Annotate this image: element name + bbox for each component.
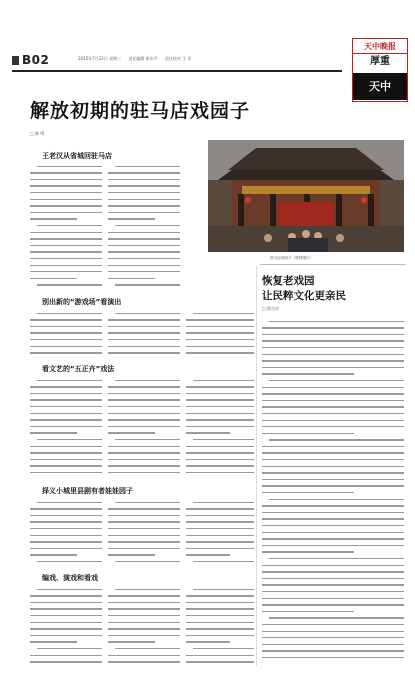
text-line [30,436,102,443]
text-line [30,626,102,633]
text-line [108,632,180,639]
text-line [30,397,102,404]
text-line [30,456,102,463]
text-line [262,529,404,536]
text-block-col1-a [30,163,102,288]
text-line [108,436,180,443]
text-line [108,275,180,282]
page-label: B02 [22,53,50,67]
text-line [108,652,180,659]
subhead-3: 看文艺的“五正卉”戏法 [42,365,115,373]
text-line [108,262,180,269]
text-line [30,209,102,216]
text-line [262,377,404,384]
subhead-2: 别出新的“游戏场”看演出 [42,298,122,306]
text-line [262,344,404,351]
text-line [262,410,404,417]
text-line [108,525,180,532]
text-line [30,593,102,600]
text-line [30,242,102,249]
text-line [108,469,180,476]
article-photo [208,140,404,252]
text-line [30,236,102,243]
text-block-col3-d [186,499,254,565]
text-line [262,509,404,516]
text-line [262,456,404,463]
text-line [30,506,102,513]
header-rule [12,70,342,72]
text-line [186,436,254,443]
text-line [186,512,254,519]
text-line [262,371,404,378]
text-line [262,555,404,562]
text-line [186,632,254,639]
text-line [30,216,102,223]
text-line [30,499,102,506]
text-line [30,545,102,552]
text-line [108,499,180,506]
text-line [186,403,254,410]
text-line [186,606,254,613]
text-line [262,635,404,642]
text-line [30,632,102,639]
text-line [30,659,102,666]
text-line [30,330,102,337]
text-line [186,384,254,391]
text-line [30,269,102,276]
text-line [30,450,102,457]
text-line [108,558,180,565]
text-line [186,350,254,357]
text-line [262,536,404,543]
text-line [108,229,180,236]
text-line [262,628,404,635]
text-line [30,343,102,350]
text-line [108,397,180,404]
text-line [262,489,404,496]
text-line [108,626,180,633]
sidebar-text-block [262,318,404,661]
text-line [108,645,180,652]
text-line [30,317,102,324]
sidebar-title [262,274,346,304]
text-line [108,586,180,593]
text-line [30,532,102,539]
text-line [186,397,254,404]
text-line [30,645,102,652]
text-line [186,336,254,343]
text-line [262,325,404,332]
section-banner: 天中 [353,73,407,100]
text-line [30,469,102,476]
text-line [30,652,102,659]
text-line [262,384,404,391]
text-line [30,183,102,190]
text-line [108,593,180,600]
sidebar-byline: □ 薛吉庆 [262,306,280,311]
text-line [108,330,180,337]
text-line [186,410,254,417]
text-line [262,575,404,582]
text-line [262,483,404,490]
text-line [108,216,180,223]
header-editor: 责任编辑 崔庆平 [128,56,158,61]
text-line [186,645,254,652]
text-line [186,456,254,463]
brand-logo-text: 天中晚报 [353,39,407,54]
text-line [186,552,254,559]
text-line [30,639,102,646]
text-line [186,558,254,565]
text-line [30,282,102,289]
text-line [262,443,404,450]
text-line [30,249,102,256]
text-line [186,593,254,600]
text-line [262,582,404,589]
text-line [108,269,180,276]
text-block-col2-d [108,499,180,565]
text-line [30,606,102,613]
text-line [108,443,180,450]
text-line [30,170,102,177]
text-line [186,463,254,470]
text-line [262,569,404,576]
text-line [262,338,404,345]
header-proofreader: 责任校对 王 亚 [164,56,192,61]
text-line [108,519,180,526]
text-line [262,522,404,529]
text-line [108,417,180,424]
text-block-col2-a [108,163,180,288]
text-line [262,602,404,609]
text-line [186,545,254,552]
text-line [30,619,102,626]
text-line [108,350,180,357]
text-line [186,539,254,546]
text-line [262,516,404,523]
text-line [262,654,404,661]
text-line [186,330,254,337]
text-line [186,586,254,593]
text-line [262,549,404,556]
text-line [108,317,180,324]
text-line [30,189,102,196]
text-block-col1-d [30,499,102,565]
subhead-4: 择义小城里县剧有者娃娃园子 [42,487,133,495]
text-line [262,641,404,648]
text-line [262,397,404,404]
text-line [186,499,254,506]
text-line [30,255,102,262]
text-line [262,351,404,358]
text-line [30,350,102,357]
text-line [108,430,180,437]
text-line [108,189,180,196]
text-line [262,476,404,483]
text-line [108,410,180,417]
text-line [186,443,254,450]
text-line [186,310,254,317]
text-line [262,318,404,325]
text-line [262,430,404,437]
text-line [30,519,102,526]
text-line [108,450,180,457]
text-line [30,539,102,546]
text-line [108,639,180,646]
text-line [186,317,254,324]
text-block-col3-e [186,586,254,665]
text-line [262,621,404,628]
text-line [262,463,404,470]
text-line [262,364,404,371]
text-line [30,163,102,170]
header-info [78,56,197,62]
text-line [30,384,102,391]
text-line [30,310,102,317]
section-name: 厚重 [370,56,390,67]
text-line [186,519,254,526]
text-line [186,450,254,457]
text-line [186,506,254,513]
text-line [108,659,180,666]
text-line [108,183,180,190]
text-block-col2-c [108,377,180,476]
text-line [108,463,180,470]
text-line [108,196,180,203]
text-line [108,423,180,430]
text-block-col2-e [108,586,180,665]
text-line [262,417,404,424]
text-line [30,558,102,565]
text-line [108,203,180,210]
text-line [30,512,102,519]
text-line [30,203,102,210]
theater-building-illustration [208,140,404,252]
sidebar-title-line2: 让民粹文化更亲民 [262,290,346,302]
photo-caption: 驻马店戏园子（资料图片） [270,256,314,260]
text-line [186,652,254,659]
text-line [30,443,102,450]
text-line [30,463,102,470]
text-line [108,222,180,229]
text-line [186,626,254,633]
text-line [108,282,180,289]
text-line [108,619,180,626]
text-line [186,599,254,606]
text-line [30,196,102,203]
text-line [262,437,404,444]
text-line [186,423,254,430]
text-line [262,608,404,615]
text-line [30,612,102,619]
text-line [108,163,180,170]
text-line [186,525,254,532]
text-line [186,612,254,619]
text-line [108,512,180,519]
text-line [108,606,180,613]
text-line [108,336,180,343]
text-line [262,542,404,549]
text-line [108,506,180,513]
text-line [108,599,180,606]
text-line [108,343,180,350]
sidebar-rule [260,264,406,265]
text-block-col3-b [186,310,254,356]
text-block-col1-e [30,586,102,665]
text-line [108,403,180,410]
text-line [186,659,254,666]
text-line [108,242,180,249]
article-title: 解放初期的驻马店戏园子 [30,100,251,122]
text-line [186,619,254,626]
text-line [262,496,404,503]
text-line [108,209,180,216]
text-line [262,450,404,457]
text-line [262,358,404,365]
text-line [30,417,102,424]
column-divider [256,266,257,666]
text-line [108,532,180,539]
text-line [108,236,180,243]
text-line [262,588,404,595]
text-line [108,377,180,384]
text-block-col3-c [186,377,254,476]
text-line [186,430,254,437]
text-line [30,599,102,606]
text-line [262,648,404,655]
text-line [108,552,180,559]
sidebar-title-line1: 恢复老戏园 [262,275,315,287]
text-line [108,249,180,256]
text-line [108,310,180,317]
text-line [108,390,180,397]
text-line [108,612,180,619]
text-line [30,552,102,559]
header-date: 2015年7月22日 星期三 [78,56,122,61]
text-line [108,323,180,330]
text-line [30,423,102,430]
text-line [108,545,180,552]
text-line [30,586,102,593]
text-line [262,595,404,602]
text-line [262,331,404,338]
text-line [30,262,102,269]
page-marker [12,56,19,65]
text-line [30,222,102,229]
text-line [262,424,404,431]
text-line [186,343,254,350]
text-line [262,391,404,398]
text-line [30,176,102,183]
section-brand [352,38,408,102]
text-line [262,503,404,510]
text-line [186,377,254,384]
text-line [108,456,180,463]
text-line [186,532,254,539]
text-line [30,229,102,236]
text-block-col2-b [108,310,180,356]
text-line [262,404,404,411]
text-line [30,336,102,343]
text-line [262,615,404,622]
text-block-col1-c [30,377,102,476]
article-byline: □ 陈 鸣 [30,131,45,136]
text-line [262,562,404,569]
page-number [12,53,49,67]
text-line [108,170,180,177]
text-line [108,384,180,391]
text-line [30,403,102,410]
text-line [30,377,102,384]
text-line [186,390,254,397]
text-line [30,525,102,532]
text-line [30,430,102,437]
text-line [186,469,254,476]
text-line [108,255,180,262]
subhead-5: 编戏、演戏和看戏 [42,574,98,582]
text-line [30,410,102,417]
text-line [108,539,180,546]
text-line [30,275,102,282]
text-line [108,176,180,183]
subhead-1: 王老汉从省城回驻马店 [42,152,112,160]
text-block-col1-b [30,310,102,356]
text-line [30,323,102,330]
text-line [30,390,102,397]
text-line [186,639,254,646]
text-line [186,323,254,330]
text-line [186,417,254,424]
text-line [262,470,404,477]
